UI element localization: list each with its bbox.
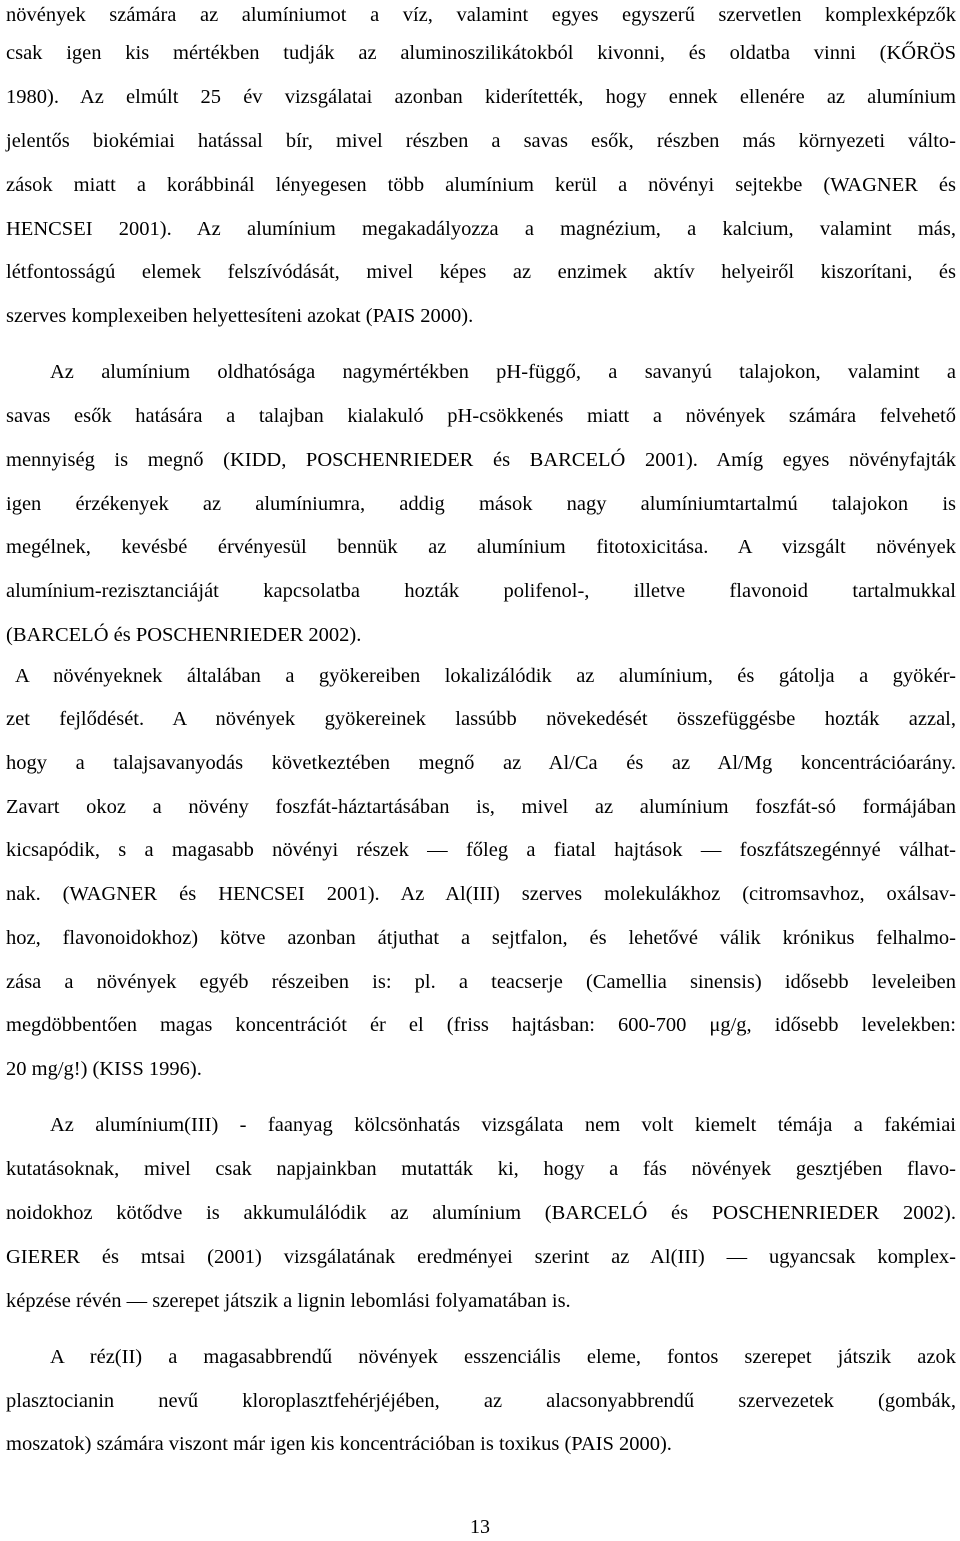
text-line: kicsapódik, s a magasabb növényi részek — főleg a fiatal hajtások — foszfátszegénnyé válhat- — [6, 839, 956, 861]
text-line: nak. (WAGNER és HENCSEI 2001). Az Al(III) szerves molekulákhoz (citromsavhoz, oxálsav- — [6, 883, 956, 905]
text-line: jelentős biokémiai hatással bír, mivel részben a savas esők, részben más környezeti válto- — [6, 130, 956, 152]
text-line: alumínium-rezisztanciáját kapcsolatba hozták polifenol-, illetve flavonoid tartalmukkal — [6, 580, 956, 602]
text-line: megélnek, kevésbé érvényesül bennük az alumínium fitotoxicitása. A vizsgált növények — [6, 536, 956, 558]
text-line: moszatok) számára viszont már igen kis koncentrációban is toxikus (PAIS 2000). — [6, 1433, 672, 1455]
text-line: 1980). Az elmúlt 25 év vizsgálatai azonban kiderítették, hogy ennek ellenére az alumínium — [6, 86, 956, 108]
text-line: növények számára az alumíniumot a víz, valamint egyes egyszerű szervetlen komplexképzők — [6, 4, 956, 26]
text-line: HENCSEI 2001). Az alumínium megakadályozza a magnézium, a kalcium, valamint más, — [6, 218, 956, 240]
text-line: Zavart okoz a növény foszfát-háztartásában is, mivel az alumínium foszfát-só formájában — [6, 796, 956, 818]
text-line: 20 mg/g!) (KISS 1996). — [6, 1058, 202, 1080]
text-line: kutatásoknak, mivel csak napjainkban mutatták ki, hogy a fás növények gesztjében flavo- — [6, 1158, 956, 1180]
text-line: csak igen kis mértékben tudják az aluminoszilikátokból kivonni, és oldatba vinni (KŐRÖS — [6, 42, 956, 64]
text-line: A növényeknek általában a gyökereiben lokalizálódik az alumínium, és gátolja a gyökér- — [15, 665, 956, 687]
text-line: képzése révén — szerepet játszik a lignin lebomlási folyamatában is. — [6, 1290, 571, 1312]
text-line: zet fejlődését. A növények gyökereinek lassúbb növekedését összefüggésbe hozták azzal, — [6, 708, 956, 730]
page-number: 13 — [470, 1516, 490, 1538]
text-line: noidokhoz kötődve is akkumulálódik az alumínium (BARCELÓ és POSCHENRIEDER 2002). — [6, 1202, 956, 1224]
text-line: igen érzékenyek az alumíniumra, addig mások nagy alumíniumtartalmú talajokon is — [6, 493, 956, 515]
text-line: Az alumínium oldhatósága nagymértékben pH-függő, a savanyú talajokon, valamint a — [50, 361, 956, 383]
text-line: hoz, flavonoidokhoz) kötve azonban átjuthat a sejtfalon, és lehetővé válik krónikus felhalmo- — [6, 927, 956, 949]
text-line: (BARCELÓ és POSCHENRIEDER 2002). — [6, 624, 362, 646]
text-line: mennyiség is megnő (KIDD, POSCHENRIEDER és BARCELÓ 2001). Amíg egyes növényfajták — [6, 449, 956, 471]
text-line: A réz(II) a magasabbrendű növények esszenciális eleme, fontos szerepet játszik azok — [50, 1346, 956, 1368]
text-line: plasztocianin nevű kloroplasztfehérjéjében, az alacsonyabbrendű szervezetek (gombák, — [6, 1390, 956, 1412]
text-line: hogy a talajsavanyodás következtében megnő az Al/Ca és az Al/Mg koncentrációarány. — [6, 752, 956, 774]
text-line: zások miatt a korábbinál lényegesen több alumínium kerül a növényi sejtekbe (WAGNER és — [6, 174, 956, 196]
text-line: létfontosságú elemek felszívódását, mivel képes az enzimek aktív helyeiről kiszorítani, és — [6, 261, 956, 283]
text-line: zása a növények egyéb részeiben is: pl. a teacserje (Camellia sinensis) idősebb leveleiben — [6, 971, 956, 993]
text-line: szerves komplexeiben helyettesíteni azokat (PAIS 2000). — [6, 305, 474, 327]
text-line: megdöbbentően magas koncentrációt ér el (friss hajtásban: 600-700 μg/g, idősebb levelekben: — [6, 1014, 956, 1036]
text-line: savas esők hatására a talajban kialakuló pH-csökkenés miatt a növények számára felvehető — [6, 405, 956, 427]
text-line: Az alumínium(III) - faanyag kölcsönhatás vizsgálata nem volt kiemelt témája a fakémiai — [50, 1114, 956, 1136]
text-line: GIERER és mtsai (2001) vizsgálatának eredményei szerint az Al(III) — ugyancsak komplex- — [6, 1246, 956, 1268]
